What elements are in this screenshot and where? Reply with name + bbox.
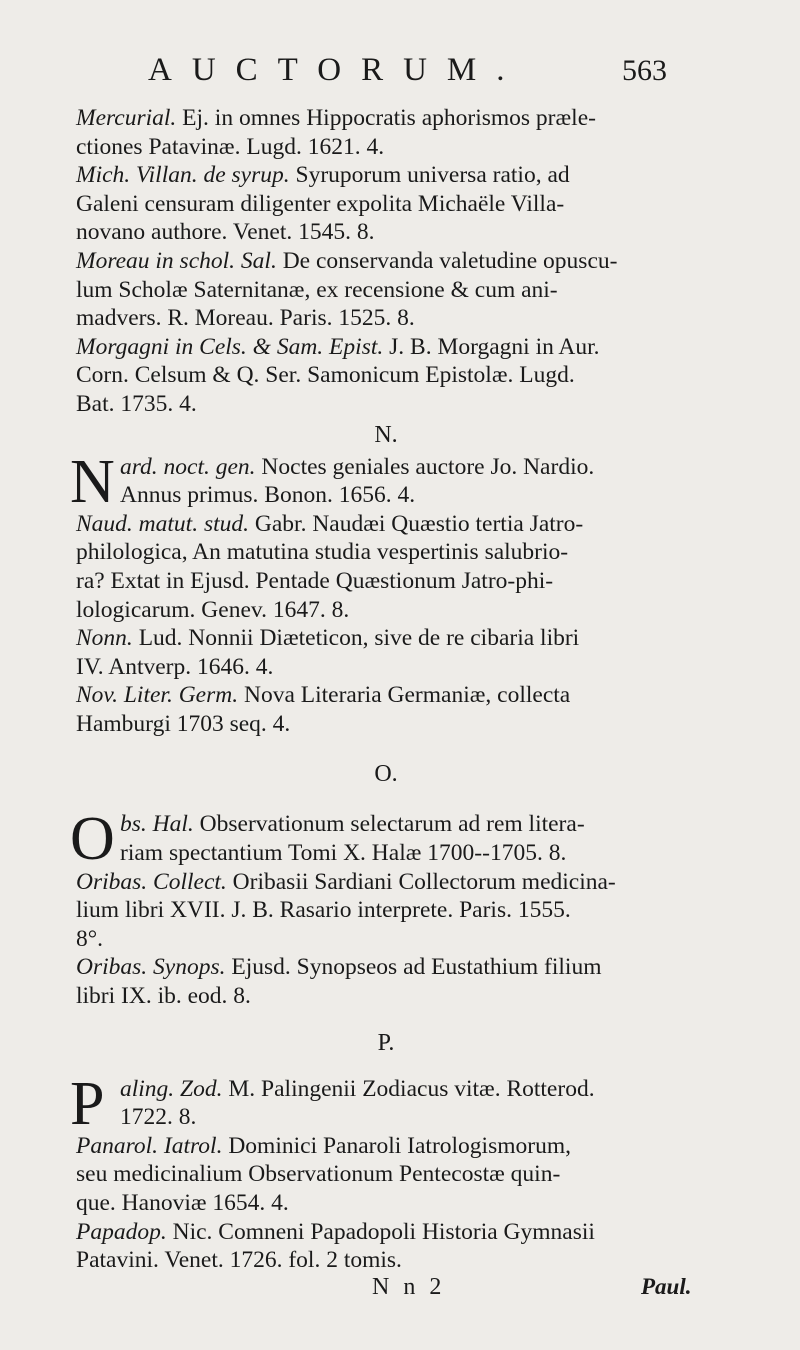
entry-line: [78, 218, 694, 247]
entry-abbreviation: Naud. matut. stud.: [76, 510, 250, 537]
entry-text: Hamburgi 1703 seq. 4.: [76, 710, 291, 737]
entry-line: [120, 1103, 694, 1132]
entry-line: [120, 810, 694, 839]
entry-line: [120, 481, 694, 510]
entry-text: Noctes geniales auctore Jo. Nardio.: [255, 453, 595, 480]
entry-text: IV. Antverp. 1646. 4.: [76, 653, 274, 680]
entry-text: lium libri XVII. J. B. Rasario interprete. Paris. 1555.: [76, 897, 571, 924]
entry-text: J. B. Morgagni in Aur.: [383, 333, 600, 360]
bibliography-entry: [78, 333, 694, 419]
entry-text: ra? Extat in Ejusd. Pentade Quæstionum Jatro-phi-: [76, 567, 554, 594]
entry-line: [78, 104, 694, 133]
entry-text: Patavini. Venet. 1726. fol. 2 tomis.: [76, 1247, 402, 1274]
entry-text: Syruporum universa ratio, ad: [289, 162, 570, 189]
drop-cap-entry-o: [70, 805, 694, 874]
catchword: Paul.: [641, 1274, 692, 1299]
bibliography-entry: [78, 247, 694, 333]
entry-line: [78, 710, 694, 739]
entry-line: [120, 1075, 694, 1104]
entry-abbreviation: ard. noct. gen.: [120, 453, 256, 480]
entry-line: [78, 538, 694, 567]
entry-text: De conservanda valetudine opuscu-: [276, 247, 618, 274]
entry-line: [78, 624, 694, 653]
entry-abbreviation: Mich. Villan. de syrup.: [76, 162, 290, 189]
entry-text: lologicarum. Genev. 1647. 8.: [76, 596, 350, 623]
entry-line: [78, 1246, 694, 1275]
bibliography-entry: [78, 510, 694, 624]
entry-line: [78, 190, 694, 219]
entry-text: Gabr. Naudæi Quæstio tertia Jatro-: [249, 510, 584, 537]
entries-n: [78, 510, 694, 739]
entry-text: Nic. Comneni Papadopoli Historia Gymnasii: [166, 1218, 595, 1245]
entry-text: Ejusd. Synopseos ad Eustathium filium: [225, 954, 602, 981]
running-title: AUCTORUM.: [148, 52, 525, 88]
entry-line: [78, 567, 694, 596]
drop-cap-entry-n: [70, 447, 694, 516]
entry-text: M. Palingenii Zodiacus vitæ. Rotterod.: [222, 1075, 595, 1102]
entry-abbreviation: Papadop.: [76, 1218, 167, 1245]
entry-line: [78, 868, 694, 897]
entries-m: [78, 104, 694, 419]
bibliography-entry: [78, 868, 694, 954]
entries-o: [78, 868, 694, 1011]
entry-line: [78, 1132, 694, 1161]
entry-text: seu medicinalium Observationum Pentecostæ quin-: [76, 1161, 561, 1188]
entry-line: [78, 133, 694, 162]
page-footer: [0, 1274, 800, 1308]
bibliography-entry: [78, 161, 694, 247]
entry-text: Nova Literaria Germaniæ, collecta: [238, 682, 571, 709]
entry-abbreviation: Mercurial.: [76, 105, 177, 131]
entries-p: [78, 1132, 694, 1275]
entry-text: Bat. 1735. 4.: [76, 390, 197, 417]
entry-abbreviation: Oribas. Synops.: [76, 954, 226, 981]
entry-line: [78, 653, 694, 682]
entry-line: [78, 681, 694, 710]
entry-line: [120, 453, 694, 482]
entry-line: [78, 247, 694, 276]
drop-cap-o: O: [70, 805, 115, 874]
page-number: 563: [622, 54, 667, 87]
section-heading-o: O.: [374, 761, 398, 788]
entry-text: 1722. 8.: [120, 1104, 197, 1131]
bibliography-entry: [78, 104, 694, 161]
signature-mark: N n 2: [372, 1274, 446, 1300]
entry-line: [78, 1160, 694, 1189]
page-header: [0, 52, 800, 96]
entry-line: [120, 839, 694, 868]
drop-cap-entry-p: [70, 1069, 694, 1138]
bibliography-entry: [78, 1132, 694, 1218]
bibliography-entry: [78, 624, 694, 681]
section-heading-n: N.: [374, 421, 398, 448]
entry-line: [78, 390, 694, 419]
entry-text: riam spectantium Tomi X. Halæ 1700--1705. 8.: [120, 840, 567, 867]
entry-text: madvers. R. Moreau. Paris. 1525. 8.: [76, 305, 415, 332]
entry-line: [78, 896, 694, 925]
entry-text: 8°.: [76, 925, 104, 952]
entry-text: novano authore. Venet. 1545. 8.: [76, 219, 375, 246]
entry-line: [78, 276, 694, 305]
entry-line: [78, 953, 694, 982]
entry-line: [78, 304, 694, 333]
entry-text: Galeni censuram diligenter expolita Michaële Villa-: [76, 190, 565, 217]
drop-cap-n: N: [70, 447, 115, 516]
drop-cap-p: P: [70, 1069, 105, 1138]
entry-text: ctiones Patavinæ. Lugd. 1621. 4.: [76, 133, 385, 160]
entry-abbreviation: Oribas. Collect.: [76, 868, 227, 895]
page-content: [70, 104, 694, 1275]
entry-abbreviation: Morgagni in Cels. & Sam. Epist.: [76, 333, 384, 360]
entry-line: [78, 1189, 694, 1218]
entry-text: Dominici Panaroli Iatrologismorum,: [222, 1132, 571, 1159]
entry-text: philologica, An matutina studia vespertinis salubrio-: [76, 539, 569, 566]
entry-line: [78, 333, 694, 362]
entry-text: lum Scholæ Saternitanæ, ex recensione & cum ani-: [76, 276, 558, 303]
entry-line: [78, 510, 694, 539]
entry-text: Corn. Celsum & Q. Ser. Samonicum Epistolæ. Lugd.: [76, 362, 575, 389]
entry-abbreviation: bs. Hal.: [120, 811, 194, 838]
entry-abbreviation: Panarol. Iatrol.: [76, 1132, 223, 1159]
entry-text: Annus primus. Bonon. 1656. 4.: [120, 482, 416, 509]
entry-text: libri IX. ib. eod. 8.: [76, 983, 251, 1010]
entry-line: [78, 596, 694, 625]
entry-line: [78, 982, 694, 1011]
entry-abbreviation: Nonn.: [76, 625, 133, 652]
entry-line: [78, 1218, 694, 1247]
entry-text: que. Hanoviæ 1654. 4.: [76, 1190, 289, 1216]
entry-line: [78, 925, 694, 954]
entry-abbreviation: Nov. Liter. Germ.: [76, 682, 239, 709]
entry-text: Observationum selectarum ad rem litera-: [193, 811, 585, 838]
entry-line: [78, 161, 694, 190]
section-heading-p: P.: [377, 1029, 395, 1056]
entry-abbreviation: aling. Zod.: [120, 1075, 223, 1102]
entry-text: Oribasii Sardiani Collectorum medicina-: [226, 868, 616, 895]
bibliography-entry: [78, 681, 694, 738]
entry-abbreviation: Moreau in schol. Sal.: [76, 247, 277, 274]
entry-line: [78, 361, 694, 390]
entry-text: Lud. Nonnii Diæteticon, sive de re cibaria libri: [132, 625, 580, 652]
bibliography-entry: [78, 1218, 694, 1275]
bibliography-entry: [78, 953, 694, 1010]
entry-text: Ej. in omnes Hippocratis aphorismos præle-: [176, 105, 596, 131]
